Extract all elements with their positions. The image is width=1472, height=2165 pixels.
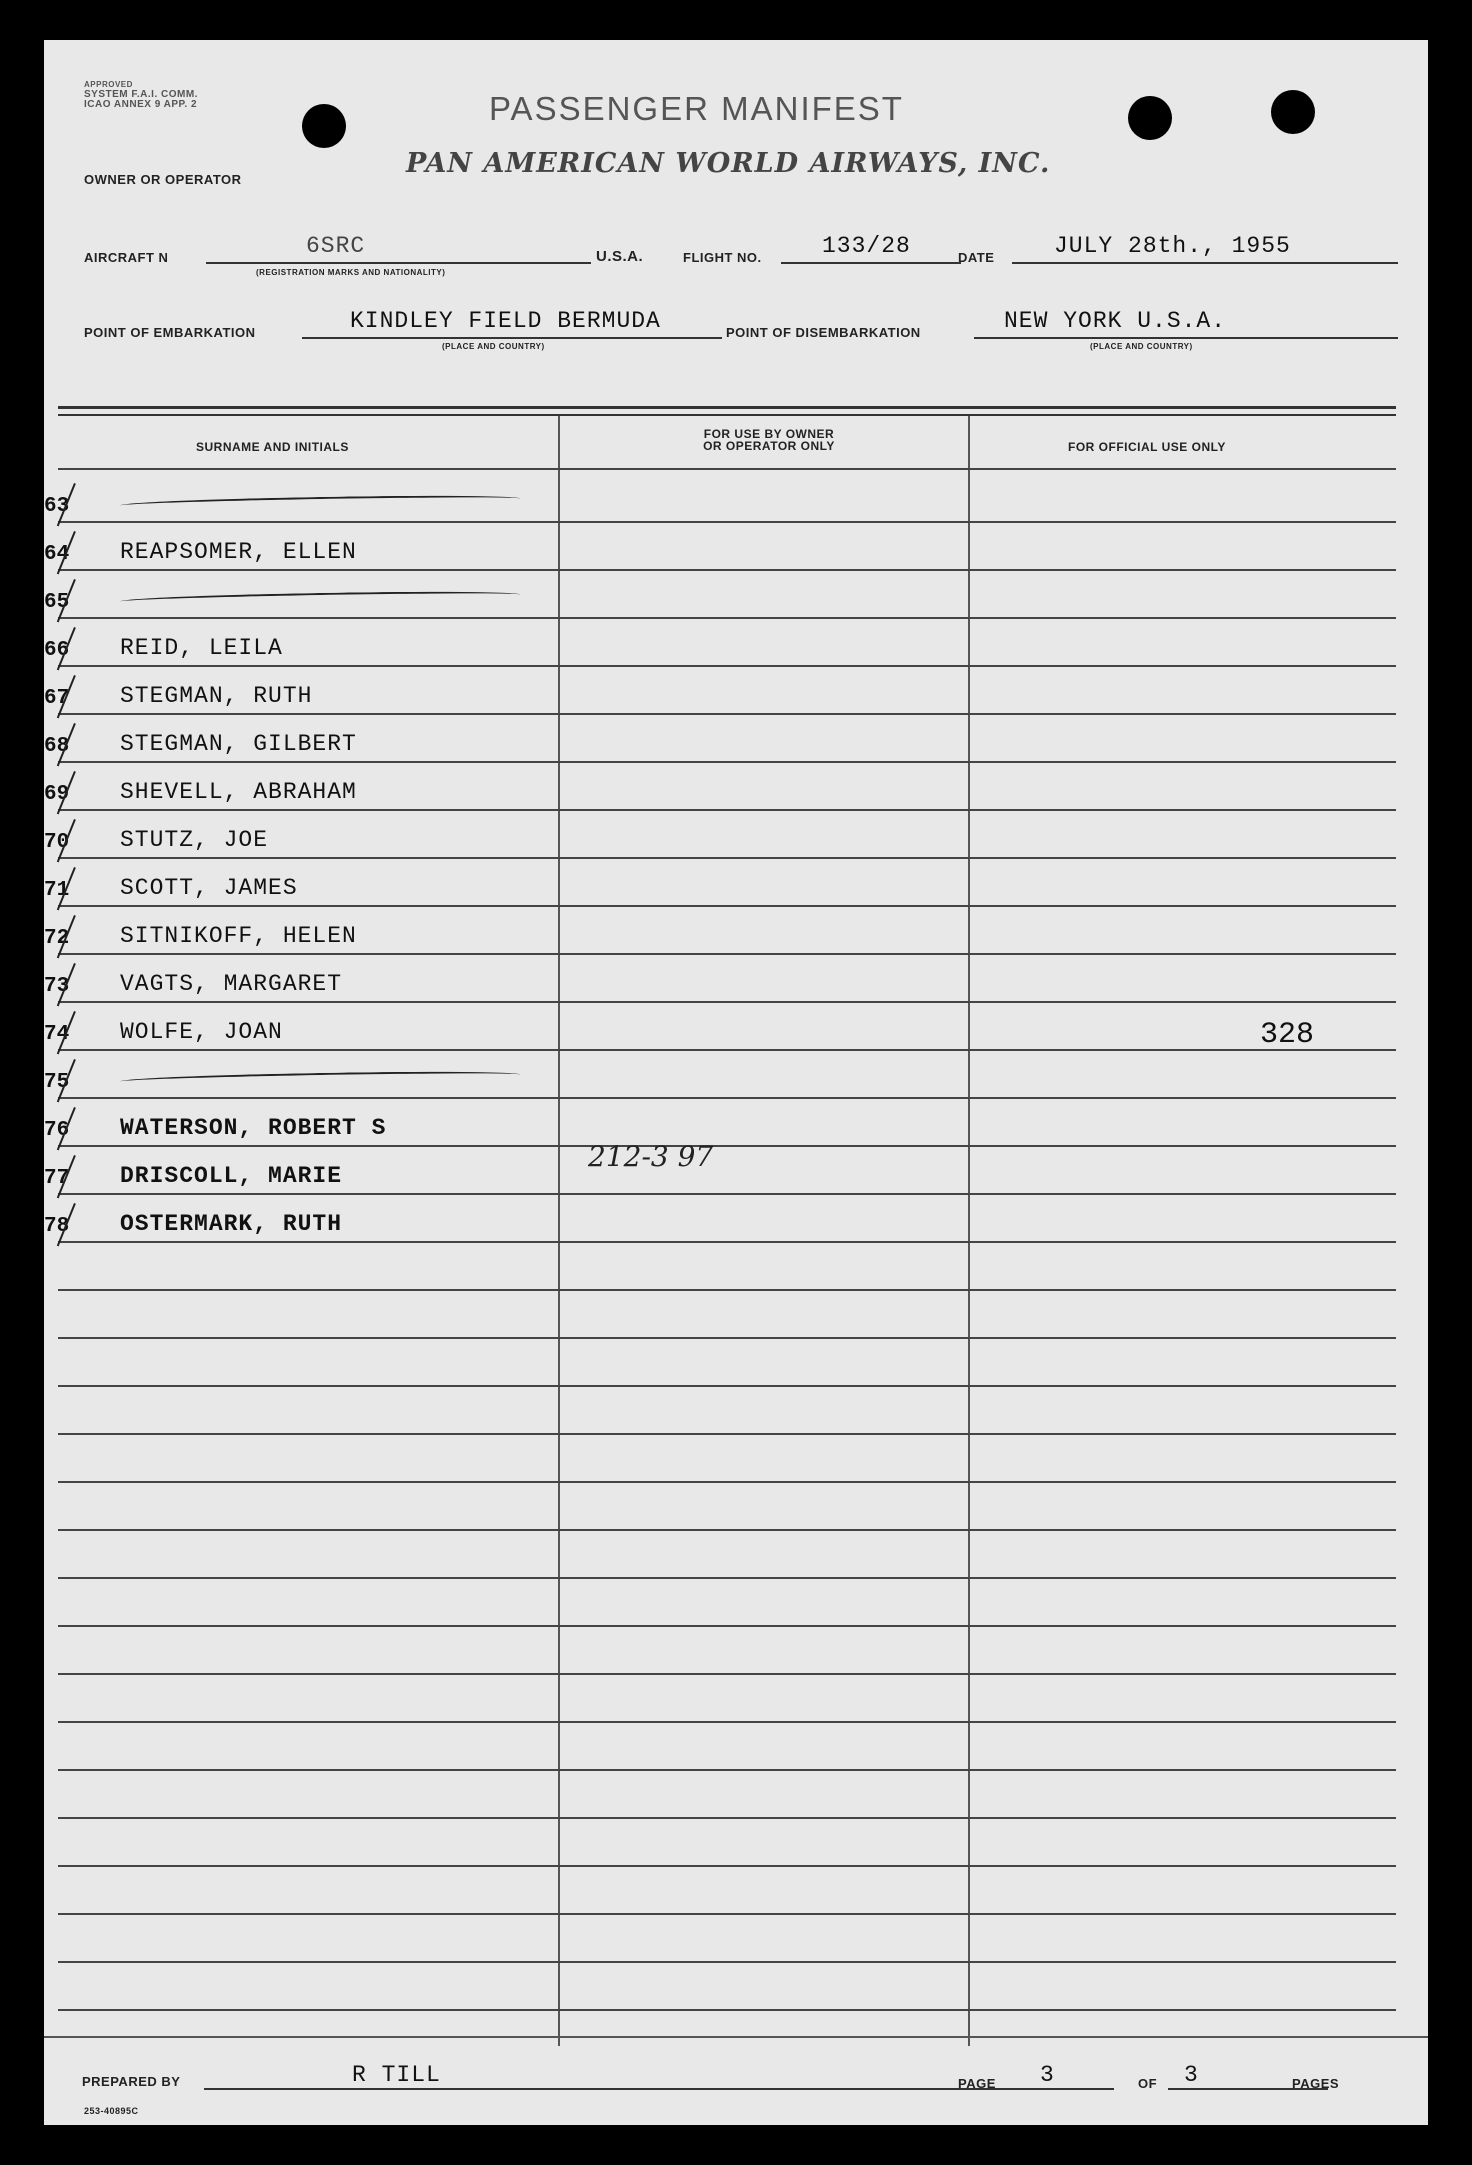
punch-hole-middle xyxy=(1128,96,1172,140)
page-title: PASSENGER MANIFEST xyxy=(489,90,904,127)
passenger-name: OSTERMARK, RUTH xyxy=(120,1211,343,1237)
row-rule xyxy=(58,2009,1396,2011)
row-rule xyxy=(58,1817,1396,1819)
stamp-line: ICAO ANNEX 9 APP. 2 xyxy=(84,99,198,110)
manifest-sheet xyxy=(44,40,1428,2125)
passenger-name: REID, LEILA xyxy=(120,635,283,661)
row-number: 73 xyxy=(44,975,70,998)
row-rule xyxy=(58,713,1396,715)
footer-bottom-rule xyxy=(44,2036,1428,2038)
row-rule xyxy=(58,1481,1396,1483)
row-number: 66 xyxy=(44,639,70,662)
row-rule xyxy=(58,1097,1396,1099)
prepared-value: R TILL xyxy=(352,2062,441,2088)
date-label: DATE xyxy=(958,250,995,265)
owner-label: OWNER OR OPERATOR xyxy=(84,172,242,187)
row-rule xyxy=(58,1913,1396,1915)
passenger-name: STEGMAN, RUTH xyxy=(120,683,313,709)
embarkation-value: KINDLEY FIELD BERMUDA xyxy=(350,308,661,334)
passenger-name: WOLFE, JOAN xyxy=(120,1019,283,1045)
row-number: 68 xyxy=(44,735,70,758)
row-rule xyxy=(58,1049,1396,1051)
row-rule xyxy=(58,1529,1396,1531)
passenger-name: SCOTT, JAMES xyxy=(120,875,298,901)
row-rule xyxy=(58,1337,1396,1339)
row-rule xyxy=(58,1145,1396,1147)
aircraft-underline xyxy=(206,262,591,264)
passenger-name: WATERSON, ROBERT S xyxy=(120,1115,387,1141)
official-note: 328 xyxy=(1260,1018,1315,1052)
row-rule xyxy=(58,809,1396,811)
column-header-owner-line-1: FOR USE BY OWNER xyxy=(703,427,835,441)
row-rule xyxy=(58,857,1396,859)
flight-label: FLIGHT NO. xyxy=(683,250,762,265)
punch-hole-right xyxy=(1271,90,1315,134)
row-rule xyxy=(58,617,1396,619)
disembarkation-underline xyxy=(974,337,1398,339)
company-name: PAN AMERICAN WORLD AIRWAYS, INC. xyxy=(406,148,1051,179)
owner-handwritten-note: 212-3 97 xyxy=(588,1140,714,1173)
strike-scribble xyxy=(120,494,520,511)
prepared-label: PREPARED BY xyxy=(82,2074,181,2089)
prepared-underline xyxy=(204,2088,1004,2090)
row-number: 71 xyxy=(44,879,70,902)
row-rule xyxy=(58,761,1396,763)
row-rule xyxy=(58,569,1396,571)
disembarkation-label: POINT OF DISEMBARKATION xyxy=(726,325,921,340)
strike-scribble xyxy=(120,590,520,607)
embarkation-sublabel: (PLACE AND COUNTRY) xyxy=(442,342,545,351)
row-number: 70 xyxy=(44,831,70,854)
row-number: 77 xyxy=(44,1167,70,1190)
date-value: JULY 28th., 1955 xyxy=(1054,233,1291,259)
embarkation-label: POINT OF EMBARKATION xyxy=(84,325,256,340)
aircraft-sublabel: (REGISTRATION MARKS AND NATIONALITY) xyxy=(256,268,446,277)
passenger-name: STEGMAN, GILBERT xyxy=(120,731,357,757)
row-number: 78 xyxy=(44,1215,70,1238)
flight-underline xyxy=(781,262,961,264)
passenger-name: STUTZ, JOE xyxy=(120,827,269,853)
row-rule xyxy=(58,1625,1396,1627)
stamp-line: SYSTEM F.A.I. COMM. xyxy=(84,89,198,100)
page-label: PAGE xyxy=(958,2076,996,2091)
row-number: 75 xyxy=(44,1071,70,1094)
strike-scribble xyxy=(120,1070,520,1087)
row-rule xyxy=(58,1289,1396,1291)
form-number: 253-40895C xyxy=(84,2106,139,2116)
table-top-rule xyxy=(58,406,1396,409)
pages-label: PAGES xyxy=(1292,2076,1340,2091)
page-value: 3 xyxy=(1040,2062,1055,2088)
row-rule xyxy=(58,1385,1396,1387)
row-number: 63 xyxy=(44,495,70,518)
punch-hole-left xyxy=(302,104,346,148)
date-underline xyxy=(1012,262,1398,264)
of-value: 3 xyxy=(1184,2062,1199,2088)
of-label: OF xyxy=(1138,2076,1158,2091)
passenger-name: DRISCOLL, MARIE xyxy=(120,1163,343,1189)
disembarkation-value: NEW YORK U.S.A. xyxy=(1004,308,1227,334)
embarkation-underline xyxy=(302,337,722,339)
column-header-owner xyxy=(604,428,934,452)
row-rule xyxy=(58,1673,1396,1675)
header-bottom-rule xyxy=(58,468,1396,470)
usa-label: U.S.A. xyxy=(596,248,644,265)
column-header-surname: SURNAME AND INITIALS xyxy=(196,440,349,454)
row-rule xyxy=(58,665,1396,667)
column-divider-1 xyxy=(558,416,560,2046)
row-rule xyxy=(58,1721,1396,1723)
passenger-name: VAGTS, MARGARET xyxy=(120,971,343,997)
row-number: 67 xyxy=(44,687,70,710)
disembarkation-sublabel: (PLACE AND COUNTRY) xyxy=(1090,342,1193,351)
table-top-rule-2 xyxy=(58,414,1396,416)
aircraft-value: 6SRC xyxy=(306,233,366,259)
row-rule xyxy=(58,1865,1396,1867)
flight-value: 133/28 xyxy=(822,233,911,259)
row-number: 65 xyxy=(44,591,70,614)
row-number: 72 xyxy=(44,927,70,950)
row-rule xyxy=(58,521,1396,523)
approval-stamp xyxy=(84,80,198,110)
passenger-name: SITNIKOFF, HELEN xyxy=(120,923,357,949)
row-number: 74 xyxy=(44,1023,70,1046)
row-rule xyxy=(58,1193,1396,1195)
row-number: 64 xyxy=(44,543,70,566)
column-header-owner-line-2: OR OPERATOR ONLY xyxy=(703,439,835,453)
row-rule xyxy=(58,1961,1396,1963)
stamp-line: APPROVED xyxy=(84,80,133,89)
passenger-name: SHEVELL, ABRAHAM xyxy=(120,779,357,805)
row-number: 76 xyxy=(44,1119,70,1142)
row-rule xyxy=(58,953,1396,955)
row-rule xyxy=(58,1241,1396,1243)
row-rule xyxy=(58,1433,1396,1435)
row-rule xyxy=(58,1001,1396,1003)
row-rule xyxy=(58,1577,1396,1579)
column-header-official: FOR OFFICIAL USE ONLY xyxy=(1068,440,1226,454)
page-underline xyxy=(1004,2088,1114,2090)
row-rule xyxy=(58,1769,1396,1771)
row-number: 69 xyxy=(44,783,70,806)
passenger-name: REAPSOMER, ELLEN xyxy=(120,539,357,565)
row-rule xyxy=(58,905,1396,907)
aircraft-label: AIRCRAFT N xyxy=(84,250,169,265)
column-divider-2 xyxy=(968,416,970,2046)
